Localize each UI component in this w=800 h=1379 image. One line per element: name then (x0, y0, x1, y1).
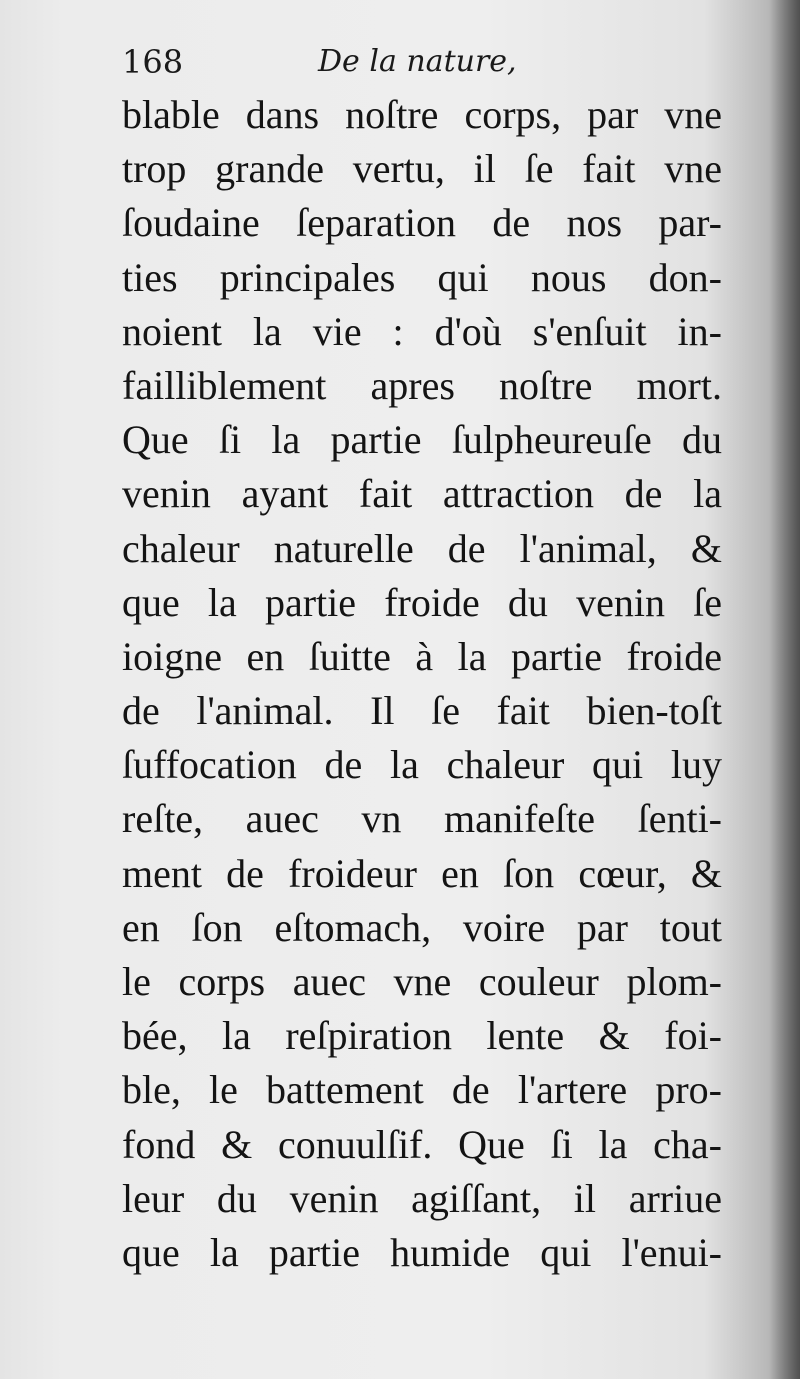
text-line: ble, le battement de l'artere pro- (122, 1067, 722, 1113)
body-text (122, 88, 722, 1280)
text-line: ment de froideur en ſon cœur, & (122, 850, 722, 896)
text-line: failliblement apres noſtre mort. (122, 362, 722, 408)
running-head: De la nature, (318, 44, 517, 79)
text-line: ſoudaine ſeparation de nos par- (122, 200, 722, 246)
page-edge-shadow (770, 0, 800, 1379)
text-line: chaleur naturelle de l'animal, & (122, 525, 722, 571)
page-header (122, 38, 592, 88)
text-line: que la partie humide qui l'enui- (122, 1229, 722, 1275)
text-line: bée, la reſpiration lente & foi- (122, 1013, 722, 1059)
text-line: ioigne en ſuitte à la partie froide (122, 633, 722, 679)
text-line: trop grande vertu, il ſe fait vne (122, 146, 722, 192)
text-line: ties principales qui nous don- (122, 254, 722, 300)
text-line: de l'animal. Il ſe fait bien-toſt (122, 688, 722, 734)
text-line: reſte, auec vn manifeſte ſenti- (122, 796, 722, 842)
text-line: le corps auec vne couleur plom- (122, 959, 722, 1004)
text-line: fond & conuulſif. Que ſi la cha- (122, 1121, 722, 1167)
text-line: Que ſi la partie ſulpheureuſe du (122, 417, 722, 463)
text-line: leur du venin agiſſant, il arriue (122, 1175, 722, 1221)
text-line: blable dans noſtre corps, par vne (122, 92, 722, 137)
text-line: en ſon eſtomach, voire par tout (122, 904, 722, 950)
text-line: noient la vie : d'où s'enſuit in- (122, 308, 722, 354)
page-number: 168 (122, 43, 184, 81)
text-line: ſuffocation de la chaleur qui luy (122, 742, 722, 788)
text-line: que la partie froide du venin ſe (122, 579, 722, 625)
text-line: venin ayant fait attraction de la (122, 471, 722, 517)
